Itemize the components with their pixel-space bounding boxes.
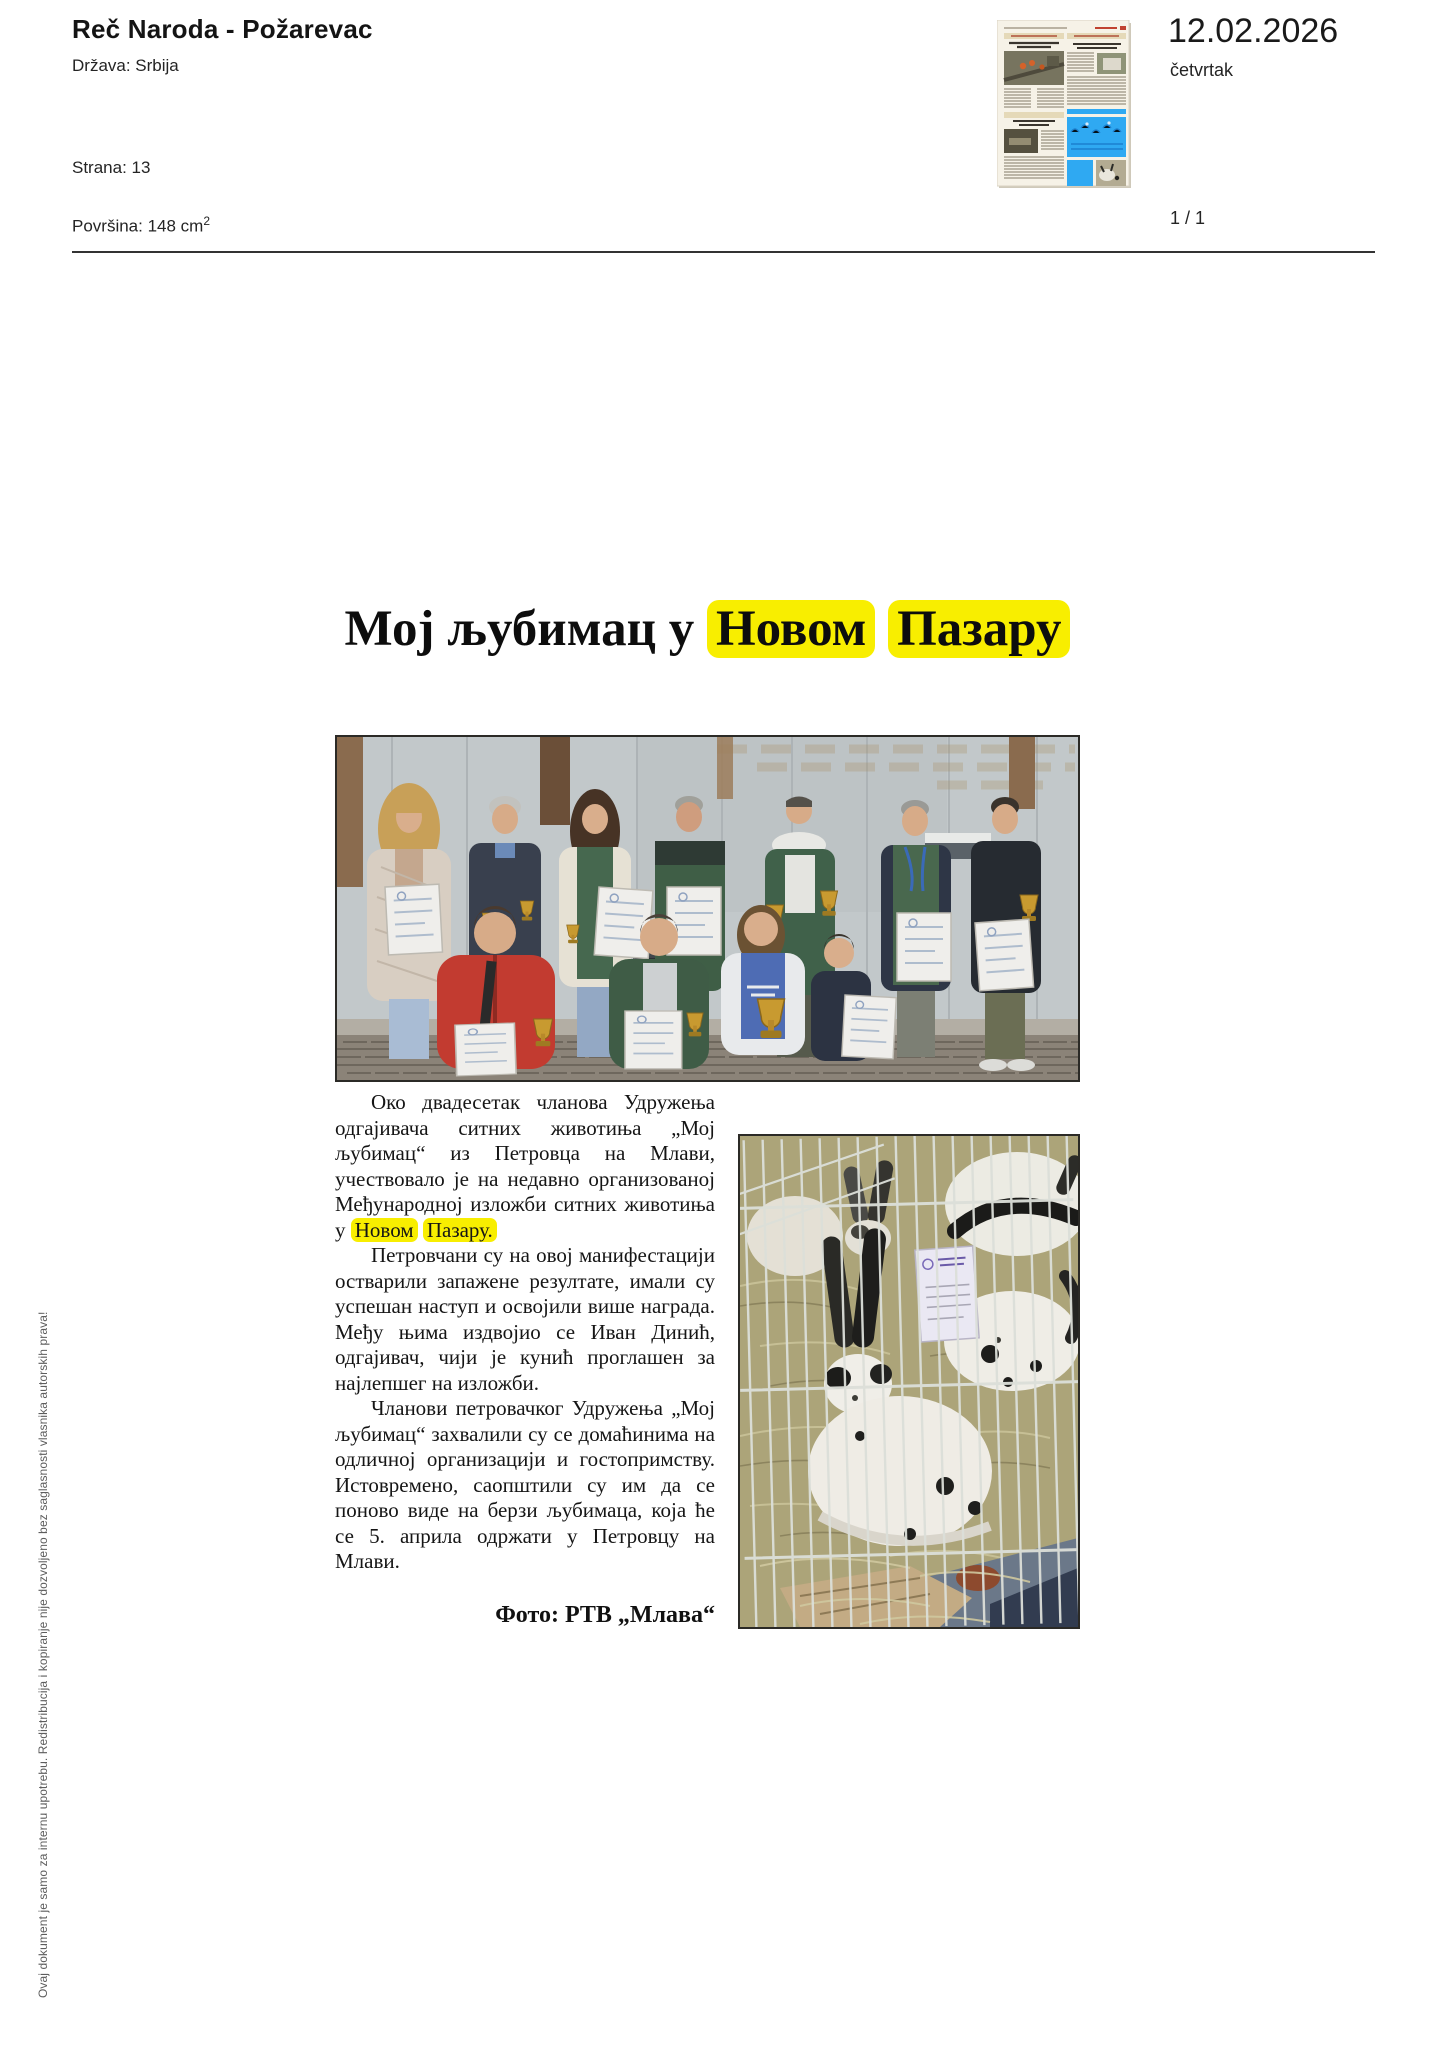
article-body: [335, 1090, 715, 1575]
article-paragraph: [335, 1396, 715, 1575]
header-divider: [72, 251, 1375, 253]
page-number-label: Strana: 13: [72, 158, 151, 177]
article-paragraph: [335, 1243, 715, 1396]
text-segment: [875, 601, 888, 657]
text-segment: Мој љубимац у: [344, 601, 707, 657]
clip-weekday: četvrtak: [1170, 60, 1234, 80]
rabbit-photo-illustration: [740, 1136, 1078, 1627]
article-headline: [335, 600, 1080, 658]
highlighted-text: Пазару.: [423, 1218, 497, 1242]
area-text: Površina: 148 cm: [72, 216, 204, 236]
area-superscript: 2: [203, 214, 211, 228]
newspaper-page-thumbnail: [997, 20, 1133, 190]
highlighted-text: Новом: [351, 1218, 418, 1242]
usage-disclaimer: Ovaj dokument je samo za internu upotrebu. Redistribucija i kopiranje nije dozvoljeno bez saglasnosti vlasnika autorskih prava!: [36, 1311, 50, 1998]
group-photo: [335, 735, 1080, 1082]
cage-label-card: [915, 1246, 979, 1342]
rabbit-photo: [738, 1134, 1080, 1629]
text-segment: Око двадесетак чланова Удружења одгајивача ситних животиња „Мој љубимац“ из Петровца на Млави, учествовало је на недавно организованој Међународној изложби ситних животиња у: [335, 1090, 715, 1242]
group-photo-illustration: [337, 737, 1078, 1080]
pagination: 1 / 1: [1170, 208, 1206, 228]
country-label: Država: Srbija: [72, 56, 179, 75]
article-paragraph: [335, 1090, 715, 1243]
highlighted-text: Пазару: [888, 600, 1070, 658]
clip-date: 12.02.2026: [1168, 12, 1339, 50]
text-segment: Чланови петровачког Удружења „Мој љубимац“ захвалили су се домаћинима на одличној организацији и гостопримству. Истовремено, саопштили су им да се поново виде на берзи љубимаца, која ће се 5. априла одржати у Петровцу на Млави.: [335, 1396, 715, 1573]
text-segment: Петровчани су на овој манифестацији остварили запажене резултате, имали су успешан наступ и освојили више награда. Међу њима издвојио се Иван Динић, одгајивач, чији је кунић проглашен за најлепшег на изложби.: [335, 1243, 715, 1395]
source-title: Reč Naroda - Požarevac: [72, 14, 373, 44]
highlighted-text: Новом: [707, 600, 875, 658]
area-label: [72, 214, 210, 237]
newspaper-page-thumbnail-graphic: [997, 20, 1133, 190]
photo-credit: Фото: РТВ „Млава“: [495, 1602, 715, 1628]
